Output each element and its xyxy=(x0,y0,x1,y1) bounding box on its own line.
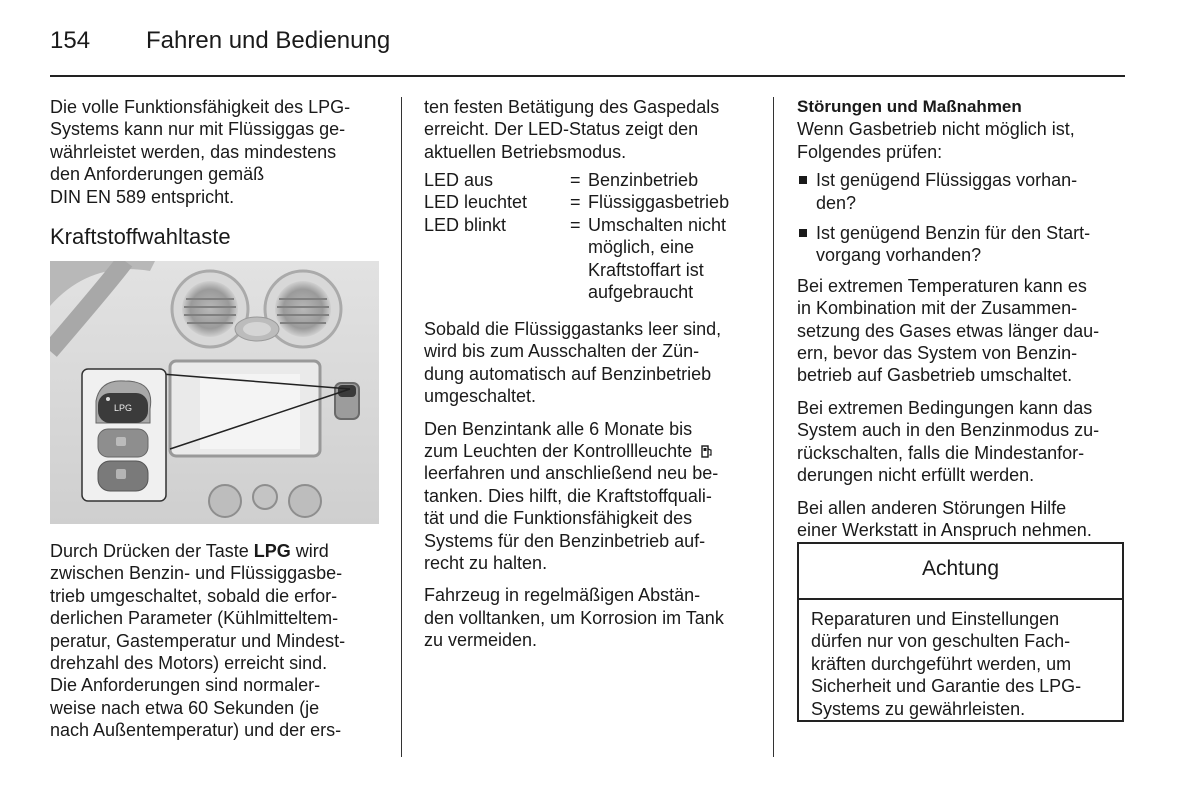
text-line: dung automatisch auf Benzinbetrieb xyxy=(424,363,712,384)
text-line: den? xyxy=(816,192,857,213)
text-line: rückschalten, falls die Mindestanfor- xyxy=(797,442,1085,463)
led-key: LED aus xyxy=(424,170,494,190)
warning-title: Achtung xyxy=(799,544,1122,600)
chapter-title: Fahren und Bedienung xyxy=(146,27,391,54)
text-line: trieb umgeschaltet, sobald die erfor- xyxy=(50,585,338,606)
text-line: Den Benzintank alle 6 Monate bis xyxy=(424,418,693,439)
text-line: recht zu halten. xyxy=(424,553,548,574)
text-line: peratur, Gastemperatur und Mindest- xyxy=(50,630,346,651)
text-line: System auch in den Benzinmodus zu- xyxy=(797,420,1100,441)
led-value: möglich, eine xyxy=(588,237,695,258)
text-line: vorgang vorhanden? xyxy=(816,245,982,266)
col2-para1 xyxy=(424,96,764,163)
text-line: Wenn Gasbetrieb nicht möglich ist, xyxy=(797,119,1075,140)
air-vent-left xyxy=(172,271,248,347)
led-row-cont xyxy=(424,281,764,303)
col1-paragraph xyxy=(50,540,395,742)
fuel-pump-icon xyxy=(701,444,713,459)
text-line: Die Anforderungen sind normaler- xyxy=(50,675,321,696)
text-line: derungen nicht erfüllt werden. xyxy=(797,465,1035,486)
lpg-button-label: LPG xyxy=(114,403,133,413)
text-line: Folgendes prüfen: xyxy=(797,141,943,162)
col1-intro xyxy=(50,96,390,208)
dashboard-illustration xyxy=(50,261,379,524)
led-row-cont xyxy=(424,236,764,258)
text-line: in Kombination mit der Zusammen- xyxy=(797,298,1078,319)
led-value: aufgebraucht xyxy=(588,281,694,302)
text-line: einer Werkstatt in Anspruch nehmen. xyxy=(797,519,1092,540)
text-fragment: Durch Drücken der Taste xyxy=(50,541,254,561)
text-line: weise nach etwa 60 Sekunden (je xyxy=(50,697,320,718)
col3-body xyxy=(797,96,1127,551)
text-line: kräften durchgeführt werden, um xyxy=(811,653,1072,674)
text-line: ten festen Betätigung des Gaspedals xyxy=(424,97,720,117)
text-line: nach Außentemperatur) und der ers- xyxy=(50,720,342,741)
text-line: Fahrzeug in regelmäßigen Abstän- xyxy=(424,585,701,606)
text-line: dürfen nur von geschulten Fach- xyxy=(811,631,1071,652)
text-line: erreicht. Der LED-Status zeigt den xyxy=(424,119,699,140)
text-line: tät und die Funktionsfähigkeit des xyxy=(424,508,693,529)
text-line: währleistet werden, das mindestens xyxy=(50,141,337,162)
text-line: derlichen Parameter (Kühlmitteltem- xyxy=(50,608,339,629)
text-line: zwischen Benzin- und Flüssiggasbe- xyxy=(50,563,343,584)
led-equals: = xyxy=(570,170,581,190)
led-key: LED blinkt xyxy=(424,214,507,235)
text-line: Bei extremen Bedingungen kann das xyxy=(797,397,1093,418)
col2-body xyxy=(424,318,764,662)
text-line: Bei extremen Temperaturen kann es xyxy=(797,275,1087,296)
header-rule xyxy=(50,75,1125,77)
led-value: Flüssiggasbetrieb xyxy=(588,192,730,213)
bullet-item xyxy=(797,169,1127,214)
page-number: 154 xyxy=(50,27,91,54)
led-status-table xyxy=(424,169,764,303)
text-line: Die volle Funktionsfähigkeit des LPG- xyxy=(50,97,351,117)
column-divider-2 xyxy=(773,97,774,757)
text-line: leerfahren und anschließend neu be- xyxy=(424,463,719,484)
text-line: setzung des Gases etwas länger dau- xyxy=(797,320,1100,341)
led-row xyxy=(424,169,764,191)
text-line: zu vermeiden. xyxy=(424,630,538,651)
led-row-cont xyxy=(424,259,764,281)
led-value: Kraftstoffart ist xyxy=(588,259,704,280)
text-fragment: wird xyxy=(290,541,329,561)
text-line: DIN EN 589 entspricht. xyxy=(50,186,235,207)
air-vent-right xyxy=(265,271,341,347)
column-divider-1 xyxy=(401,97,402,757)
led-value: Benzinbetrieb xyxy=(588,170,699,190)
led-row xyxy=(424,214,764,236)
text-line: Ist genügend Benzin für den Start- xyxy=(816,223,1091,244)
led-equals: = xyxy=(570,192,581,213)
led-row xyxy=(424,191,764,213)
warning-body xyxy=(799,600,1122,728)
lpg-key-label: LPG xyxy=(253,541,291,561)
text-line: Systems für den Benzinbetrieb auf- xyxy=(424,530,706,551)
text-line: den volltanken, um Korrosion im Tank xyxy=(424,607,724,628)
led-equals: = xyxy=(570,214,581,235)
text-line: ern, bevor das System von Benzin- xyxy=(797,343,1078,364)
text-line: Reparaturen und Einstellungen xyxy=(811,609,1060,629)
text-line: umgeschaltet. xyxy=(424,386,537,407)
text-line: Sobald die Flüssiggastanks leer sind, xyxy=(424,319,722,339)
text-line: Systems zu gewährleisten. xyxy=(811,698,1026,719)
text-line: betrieb auf Gasbetrieb umschaltet. xyxy=(797,365,1073,386)
text-line: zum Leuchten der Kontrollleuchte xyxy=(424,441,693,462)
bullet-item xyxy=(797,222,1127,267)
text-line: Systems kann nur mit Flüssiggas ge- xyxy=(50,119,346,140)
text-line: Ist genügend Flüssiggas vorhan- xyxy=(816,170,1078,191)
text-line: wird bis zum Ausschalten der Zün- xyxy=(424,341,700,362)
text-line: drehzahl des Motors) erreicht sind. xyxy=(50,653,328,674)
section-heading-kraftstoffwahltaste: Kraftstoffwahltaste xyxy=(50,224,231,249)
text-line: den Anforderungen gemäß xyxy=(50,164,265,185)
text-line: Sicherheit und Garantie des LPG- xyxy=(811,676,1082,697)
text-line: Bei allen anderen Störungen Hilfe xyxy=(797,497,1067,518)
text-line: tanken. Dies hilft, die Kraftstoffquali- xyxy=(424,485,712,506)
led-key: LED leuchtet xyxy=(424,192,528,213)
led-value: Umschalten nicht xyxy=(588,214,727,235)
section-heading-stoerungen: Störungen und Maßnahmen xyxy=(797,97,1022,116)
warning-box xyxy=(797,542,1124,722)
text-line: aktuellen Betriebsmodus. xyxy=(424,141,627,162)
